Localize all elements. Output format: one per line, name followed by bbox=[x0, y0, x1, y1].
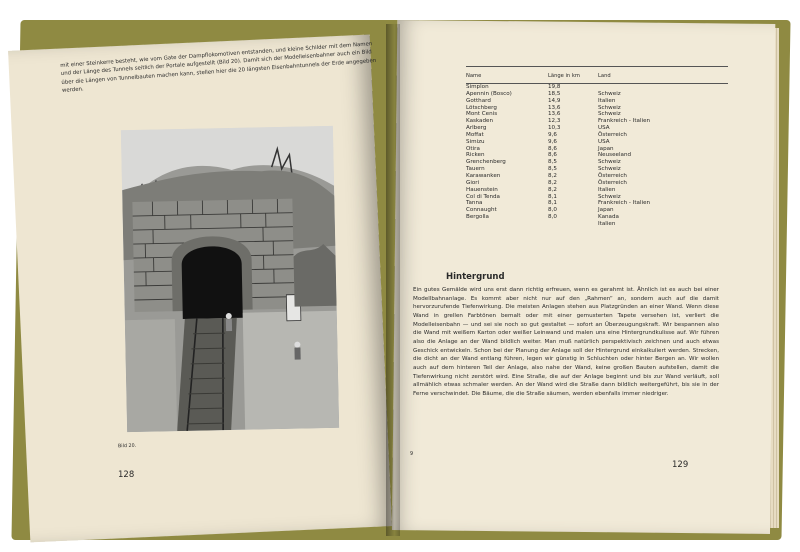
table-row bbox=[466, 187, 728, 194]
table-row bbox=[466, 105, 728, 112]
table-cell: Schweiz bbox=[598, 90, 621, 97]
table-cell: Connaught bbox=[466, 207, 497, 214]
table-cell: 9,6 bbox=[548, 131, 557, 138]
table-cell: Schweiz bbox=[598, 111, 621, 118]
table-cell: 8,6 bbox=[548, 152, 557, 159]
table-cell: USA bbox=[598, 125, 610, 132]
table-row bbox=[466, 194, 728, 201]
table-cell: 8,0 bbox=[548, 214, 557, 221]
table-cell: Österreich bbox=[598, 172, 627, 179]
table-cell: Otira bbox=[466, 145, 480, 152]
section-heading: Hintergrund bbox=[446, 272, 505, 282]
table-cell: 19,8 bbox=[548, 84, 561, 90]
table-row bbox=[466, 207, 728, 214]
table-cell: Mont Cenis bbox=[466, 111, 498, 118]
table-cell: Simizu bbox=[466, 138, 485, 145]
table-cell: Arlberg bbox=[466, 125, 487, 132]
table-cell: Frankreich - Italien bbox=[598, 200, 651, 207]
table-cell: Japan bbox=[598, 207, 614, 214]
table-cell: 8,5 bbox=[548, 159, 557, 166]
table-cell: 13,6 bbox=[548, 104, 561, 111]
tunnel-table bbox=[466, 66, 728, 228]
table-row bbox=[466, 221, 728, 228]
table-row bbox=[466, 111, 728, 118]
table-cell: Österreich bbox=[598, 179, 627, 186]
table-cell: 8,2 bbox=[548, 186, 557, 193]
table-cell: Kanada bbox=[598, 214, 619, 221]
table-cell: Col di Tenda bbox=[466, 193, 500, 200]
table-row bbox=[466, 132, 728, 139]
table-cell: Bergolla bbox=[466, 214, 489, 221]
table-cell: 12,3 bbox=[548, 118, 561, 125]
table-cell: Apennin (Bosco) bbox=[466, 90, 512, 97]
table-cell: Simplon bbox=[466, 84, 489, 90]
table-cell: Lötschberg bbox=[466, 104, 497, 111]
table-row bbox=[466, 159, 728, 166]
table-cell: Schweiz bbox=[598, 159, 621, 166]
table-cell: Gotthard bbox=[466, 97, 491, 104]
table-row bbox=[466, 91, 728, 98]
header-name: Name bbox=[466, 73, 482, 79]
table-row bbox=[466, 125, 728, 132]
table-row bbox=[466, 152, 728, 159]
table-cell: Schweiz bbox=[598, 166, 621, 173]
header-length: Länge in km bbox=[548, 73, 580, 79]
table-cell: 9,6 bbox=[548, 138, 557, 145]
table-cell: Ricken bbox=[466, 152, 485, 159]
table-cell: Grenchenberg bbox=[466, 159, 506, 166]
right-page-number: 129 bbox=[672, 460, 689, 470]
book-gutter bbox=[386, 24, 400, 536]
table-cell: Tauern bbox=[466, 166, 485, 173]
table-cell: Italien bbox=[598, 97, 616, 104]
table-row bbox=[466, 173, 728, 180]
table-cell: 8,1 bbox=[548, 200, 557, 207]
table-row bbox=[466, 98, 728, 105]
table-cell: Tanna bbox=[466, 200, 483, 207]
table-cell: Frankreich - Italien bbox=[598, 118, 651, 125]
table-cell: 8,2 bbox=[548, 172, 557, 179]
table-cell: 13,6 bbox=[548, 111, 561, 118]
table-row bbox=[466, 166, 728, 173]
table-header bbox=[466, 66, 728, 84]
table-cell: Italien bbox=[598, 220, 616, 227]
table-cell: 8,0 bbox=[548, 207, 557, 214]
table-row bbox=[466, 180, 728, 187]
table-cell bbox=[466, 221, 548, 228]
table-cell: 8,1 bbox=[548, 193, 557, 200]
table-cell: Kaskaden bbox=[466, 118, 494, 125]
left-page-number: 128 bbox=[118, 470, 135, 480]
table-cell: Neuseeland bbox=[598, 152, 632, 159]
table-cell: Italien bbox=[598, 186, 616, 193]
table-cell: 8,5 bbox=[548, 166, 557, 173]
table-cell: Hauenstein bbox=[466, 186, 498, 193]
table-cell: 8,6 bbox=[548, 145, 557, 152]
table-row bbox=[466, 200, 728, 207]
table-cell: Japan bbox=[598, 145, 614, 152]
table-cell: 8,2 bbox=[548, 179, 557, 186]
footer-mark: 9 bbox=[410, 452, 414, 457]
table-cell: 10,3 bbox=[548, 125, 561, 132]
table-row bbox=[466, 84, 728, 91]
tunnel-photo bbox=[121, 126, 339, 432]
table-cell: 18,5 bbox=[548, 90, 561, 97]
table-cell: Karawanken bbox=[466, 172, 501, 179]
tunnel-photo-image bbox=[121, 126, 339, 432]
table-row bbox=[466, 146, 728, 153]
table-cell bbox=[598, 84, 718, 91]
section-body-text: Ein gutes Gemälde wird uns erst dann richtig erfreuen, wenn es gerahmt ist. Ähnlich ist es auch bei einer Modellbahnanlage. Es kommt aber nicht nur auf den „Rahmen“ an, sondern auch auf die damit hervorzurufende Tiefenwirkung. Die meisten Anlagen stehen aus Platzgründen an einer Wand. Wenn diese Wand in grellen Farbtönen bemalt oder mit einer gemusterten Tapete versehen ist, verliert die Modelleisenbahn — und sei sie noch so gut gestaltet — sofort an Überzeugungskraft. Wir bespannen also die Wand mit weißem Karton oder weißer Leinwand und malen uns eine Hintergrundkulisse auf. Wir führen also die Anlage an der Wand bildlich weiter. Man muß natürlich perspektivisch zeichnen und auch etwas Geschick entwickeln. Schon bei der Planung der Anlage soll der Hintergrund einkalkuliert werden. Strecken, die dicht an der Wand entlang führen, legen wir günstig in Schluchten oder hinter Bergen an. Wir wollen auch auf dem hinteren Teil der Anlage, also nahe der Wand, keine großen Bauten aufstellen, damit die Tiefenwirkung nicht zerstört wird. Eine Straße, die auf der Anlage beginnt und bis zur Wand verläuft, soll allmählich etwas schmaler werden. An der Wand wird die Straße dann bildlich weitergeführt, bis sie in der Ferne verschwindet. Die Bäume, die die Straße säumen, werden ebenfalls immer niedriger. bbox=[413, 287, 719, 397]
table-row bbox=[466, 214, 728, 221]
table-cell: Österreich bbox=[598, 131, 627, 138]
table-cell: Schweiz bbox=[598, 104, 621, 111]
table-row bbox=[466, 139, 728, 146]
table-cell: USA bbox=[598, 138, 610, 145]
table-cell: Giori bbox=[466, 179, 480, 186]
table-cell: 14,9 bbox=[548, 97, 561, 104]
table-cell: Moffat bbox=[466, 131, 484, 138]
photo-caption: Bild 20. bbox=[117, 443, 137, 450]
table-row bbox=[466, 118, 728, 125]
header-country: Land bbox=[598, 73, 611, 79]
left-intro-text: mit einer Steinkerre besteht, wie vom Gate der Dampflokomotiven entstanden, und kleine Schilder mit dem Namen und der Länge des Tunnels seitlich der Portale aufgestellt (Bild 20). Damit sich der Modelleisenbahner auch ein Bild über die Längen von Tunnelbauten machen kann, stellen hier die 20 längsten Eisenbahntunnels der Erde angegeben werden. bbox=[60, 41, 377, 94]
table-cell: Schweiz bbox=[598, 193, 621, 200]
table-cell bbox=[548, 221, 598, 228]
